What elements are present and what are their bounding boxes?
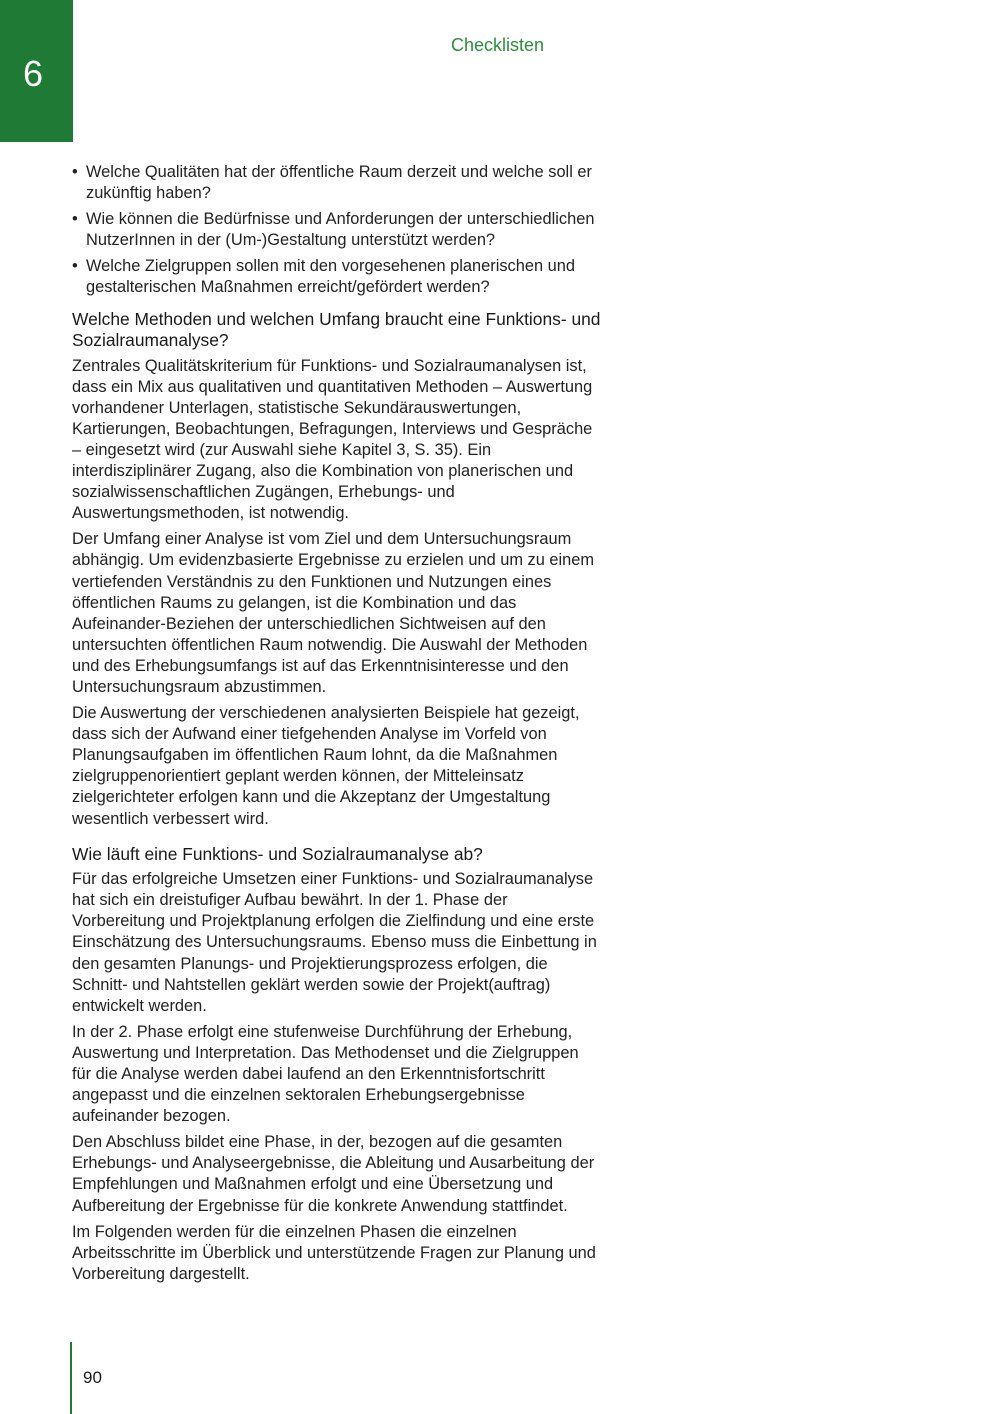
chapter-number: 6 [23,53,44,94]
chapter-tab [0,0,73,142]
page-number: 90 [83,1368,102,1387]
paragraph: Der Umfang einer Analyse ist vom Ziel und dem Untersuchungsraum abhängig. Um evidenzbasierte Ergebnisse zu erzielen und um zu einem vertiefenden Verständnis zu den Funktionen und Nutzungen eines öffentlichen Raums zu gelangen, ist die Kombination und das Aufeinander-Beziehen der unterschiedlichen Sichtweisen auf den untersuchten öffentlichen Raum notwendig. Die Auswahl der Methoden und des Erhebungsumfangs ist auf das Erkenntnisinteresse und den Untersuchungsraum abzustimmen. [72,530,595,696]
list-item: • Welche Zielgruppen sollen mit den vorgesehenen planerischen und gestalterischen Maßnahmen erreicht/gefördert werden? [72,256,602,298]
running-head: Checklisten [451,35,545,55]
list-item: • Wie können die Bedürfnisse und Anforderungen der unterschiedlichen NutzerInnen in der (Um-)Gestaltung unterstützt werden? [72,209,602,251]
paragraph: Den Abschluss bildet eine Phase, in der, bezogen auf die gesamten Erhebungs- und Analyseergebnisse, die Ableitung und Ausarbeitung der Empfehlungen und Maßnahmen erfolgt und eine Übersetzung und Aufbereitung der Ergebnisse für die konkrete Anwendung stattfindet. [72,1133,595,1215]
paragraph: In der 2. Phase erfolgt eine stufenweise Durchführung der Erhebung, Auswertung und Interpretation. Das Methodenset und die Zielgruppen für die Analyse werden dabei laufend an den Erkenntnisfortschritt angepasst und die einzelnen sektoralen Erhebungsergebnisse aufeinander bezogen. [72,1022,579,1126]
paragraph: Für das erfolgreiche Umsetzen einer Funktions- und Sozialraumanalyse hat sich ein dreistufiger Aufbau bewährt. In der 1. Phase der Vorbereitung und Projektplanung erfolgen die Zielfindung und eine erste Einschätzung des Untersuchungsraums. Ebenso muss die Einbettung in den gesamten Planungs- und Projektierungsprozess erfolgen, die Schnitt- und Nahtstellen geklärt werden sowie der Projekt(auftrag) entwickelt werden. [72,870,597,1015]
question-list [72,162,602,299]
paragraph: Die Auswertung der verschiedenen analysierten Beispiele hat gezeigt, dass sich der Aufwand einer tiefgehenden Analyse im Vorfeld von Planungsaufgaben im öffentlichen Raum lohnt, da die Maßnahmen zielgruppenorientiert geplant werden können, der Mitteleinsatz zielgerichteter erfolgen kann und die Akzeptanz der Umgestaltung wesentlich verbessert wird. [72,704,580,828]
section-heading-process: Wie läuft eine Funktions- und Sozialraumanalyse ab? [72,843,483,864]
paragraph: Zentrales Qualitätskriterium für Funktions- und Sozialraumanalysen ist, dass ein Mix aus qualitativen und quantitativen Methoden – Auswertung vorhandener Unterlagen, statistische Sekundärauswertungen, Kartierungen, Beobachtungen, Befragungen, Interviews und Gespräche – eingesetzt wird (zur Auswahl siehe Kapitel 3, S. 35). Ein interdisziplinärer Zugang, also die Kombination von planerischen und sozialwissenschaftlichen Zugängen, Erhebungs- und Auswertungsmethoden, ist notwendig. [72,356,593,523]
paragraph: Im Folgenden werden für die einzelnen Phasen die einzelnen Arbeitsschritte im Überblick und unterstützende Fragen zur Planung und Vorbereitung dargestellt. [72,1222,596,1283]
section-heading-methods: Welche Methoden und welchen Umfang braucht eine Funktions- und Sozialraumanalyse? [72,308,601,351]
footer-rule [70,1342,72,1414]
list-item: • Welche Qualitäten hat der öffentliche Raum derzeit und welche soll er zukünftig haben? [72,162,602,204]
main-content [72,162,602,1290]
